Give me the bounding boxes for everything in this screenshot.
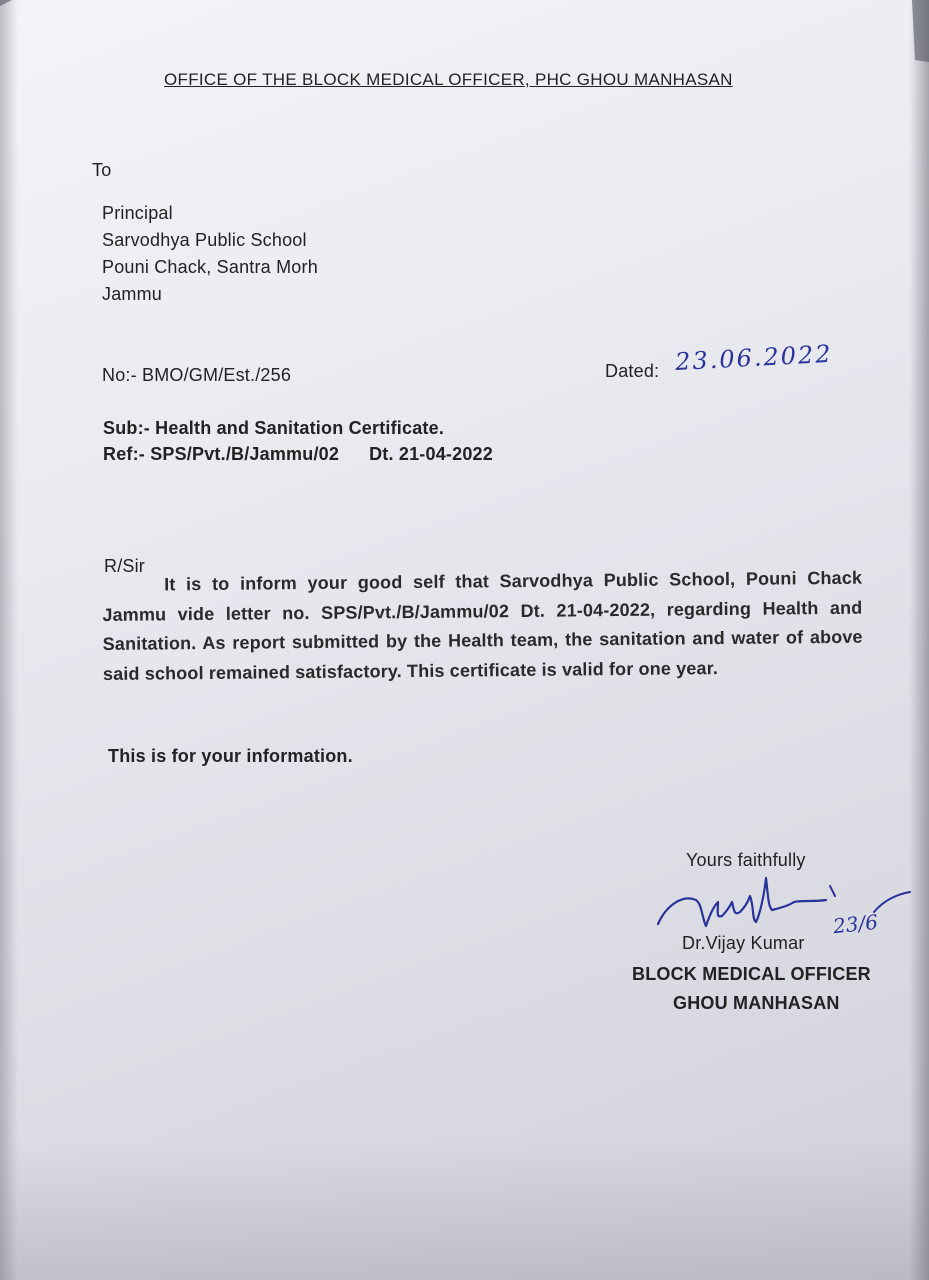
recipient-line: Jammu [102, 284, 163, 304]
closing-line: Yours faithfully [686, 850, 806, 870]
signatory-name: Dr.Vijay Kumar [682, 933, 805, 953]
reference-number: Ref:- SPS/Pvt./B/Jammu/02 [103, 444, 340, 464]
information-line: This is for your information. [108, 746, 353, 766]
page-shadow-right [909, 0, 929, 1280]
page-shadow-left [0, 0, 18, 1280]
reference-date: Dt. 21-04-2022 [369, 444, 493, 464]
signatory-location: GHOU MANHASAN [673, 993, 840, 1013]
salutation: R/Sir [104, 556, 145, 576]
recipient-line: Principal [102, 203, 173, 223]
handwritten-date: 23.06.2022 [674, 339, 834, 376]
to-label: To [92, 160, 112, 180]
recipient-line: Sarvodhya Public School [102, 230, 307, 250]
signatory-designation: BLOCK MEDICAL OFFICER [632, 964, 871, 984]
signature-date: 23/6 [831, 909, 880, 939]
letter-number: No:- BMO/GM/Est./256 [102, 365, 292, 385]
reference-line [103, 444, 493, 465]
body-paragraph: It is to inform your good self that Sarvodhya Public School, Pouni Chack Jammu vide letter no. SPS/Pvt./B/Jammu/02 Dt. 21-04-2022, regarding Health and Sanitation. As report submitted by the Health team, the sanitation and water of above said school remained satisfactory. This certificate is valid for one year. [102, 567, 863, 684]
recipient-line: Pouni Chack, Santra Morh [102, 257, 318, 277]
subject-line: Sub:- Health and Sanitation Certificate. [103, 418, 445, 438]
page-shadow-bottom [0, 1140, 929, 1280]
dated-label: Dated: [605, 361, 660, 381]
office-heading: OFFICE OF THE BLOCK MEDICAL OFFICER, PHC GHOU MANHASAN [164, 70, 733, 89]
